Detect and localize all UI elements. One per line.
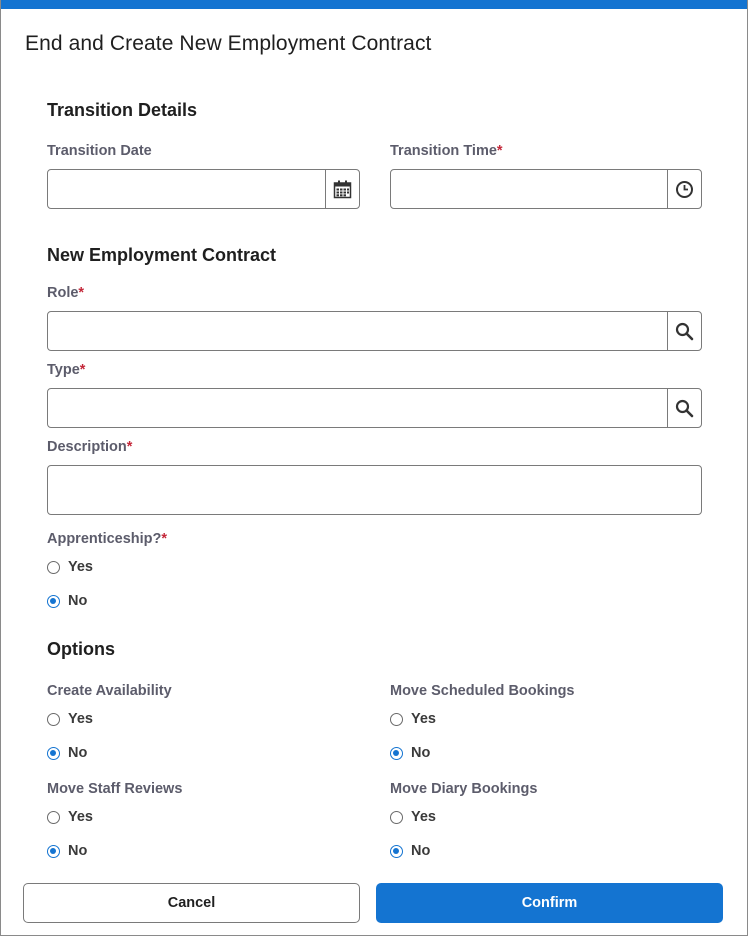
move-scheduled-bookings-label: Move Scheduled Bookings [390,683,575,699]
move-scheduled-bookings-no-radio[interactable]: No [390,745,430,761]
required-marker: * [78,285,85,301]
move-diary-bookings-no-radio[interactable]: No [390,843,430,859]
move-diary-bookings-yes-radio[interactable]: Yes [390,809,436,825]
radio-circle[interactable] [47,811,60,824]
radio-circle-selected[interactable] [47,747,60,760]
transition-date-input[interactable] [56,178,316,200]
type-input[interactable] [56,397,656,419]
create-availability-no-radio[interactable]: No [47,745,87,761]
cancel-button[interactable]: Cancel [23,883,360,923]
radio-circle[interactable] [47,561,60,574]
required-marker: * [496,143,503,159]
move-staff-reviews-no-radio[interactable]: No [47,843,87,859]
required-marker: * [161,531,168,547]
type-field[interactable] [47,388,702,428]
required-marker: * [79,362,86,378]
radio-circle[interactable] [390,713,403,726]
radio-circle[interactable] [47,713,60,726]
confirm-button[interactable]: Confirm [376,883,723,923]
transition-time-input[interactable] [399,178,659,200]
transition-time-label: Transition Time* [390,143,503,159]
calendar-icon [333,180,352,199]
move-staff-reviews-label: Move Staff Reviews [47,781,183,797]
role-input[interactable] [56,320,656,342]
search-icon [675,322,694,341]
role-lookup-button[interactable] [667,312,701,350]
dialog-title: End and Create New Employment Contract [25,32,432,55]
clock-icon [675,180,694,199]
role-field[interactable] [47,311,702,351]
transition-date-field[interactable] [47,169,360,209]
apprenticeship-label: Apprenticeship?* [47,531,168,547]
radio-circle-selected[interactable] [47,595,60,608]
radio-circle-selected[interactable] [390,747,403,760]
radio-circle-selected[interactable] [390,845,403,858]
apprenticeship-yes-radio[interactable]: Yes [47,559,93,575]
type-label: Type* [47,362,86,378]
search-icon [675,399,694,418]
date-picker-button[interactable] [325,170,359,208]
move-diary-bookings-label: Move Diary Bookings [390,781,538,797]
create-availability-label: Create Availability [47,683,172,699]
section-heading-contract: New Employment Contract [47,245,277,265]
move-staff-reviews-yes-radio[interactable]: Yes [47,809,93,825]
section-heading-options: Options [47,639,115,659]
radio-circle-selected[interactable] [47,845,60,858]
role-label: Role* [47,285,85,301]
move-scheduled-bookings-yes-radio[interactable]: Yes [390,711,436,727]
description-textarea[interactable] [47,465,702,515]
time-picker-button[interactable] [667,170,701,208]
transition-time-field[interactable] [390,169,702,209]
description-label: Description* [47,439,133,455]
create-availability-yes-radio[interactable]: Yes [47,711,93,727]
radio-circle[interactable] [390,811,403,824]
section-heading-transition: Transition Details [47,100,198,120]
type-lookup-button[interactable] [667,389,701,427]
required-marker: * [126,439,133,455]
apprenticeship-no-radio[interactable]: No [47,593,87,609]
transition-date-label: Transition Date [47,143,152,159]
